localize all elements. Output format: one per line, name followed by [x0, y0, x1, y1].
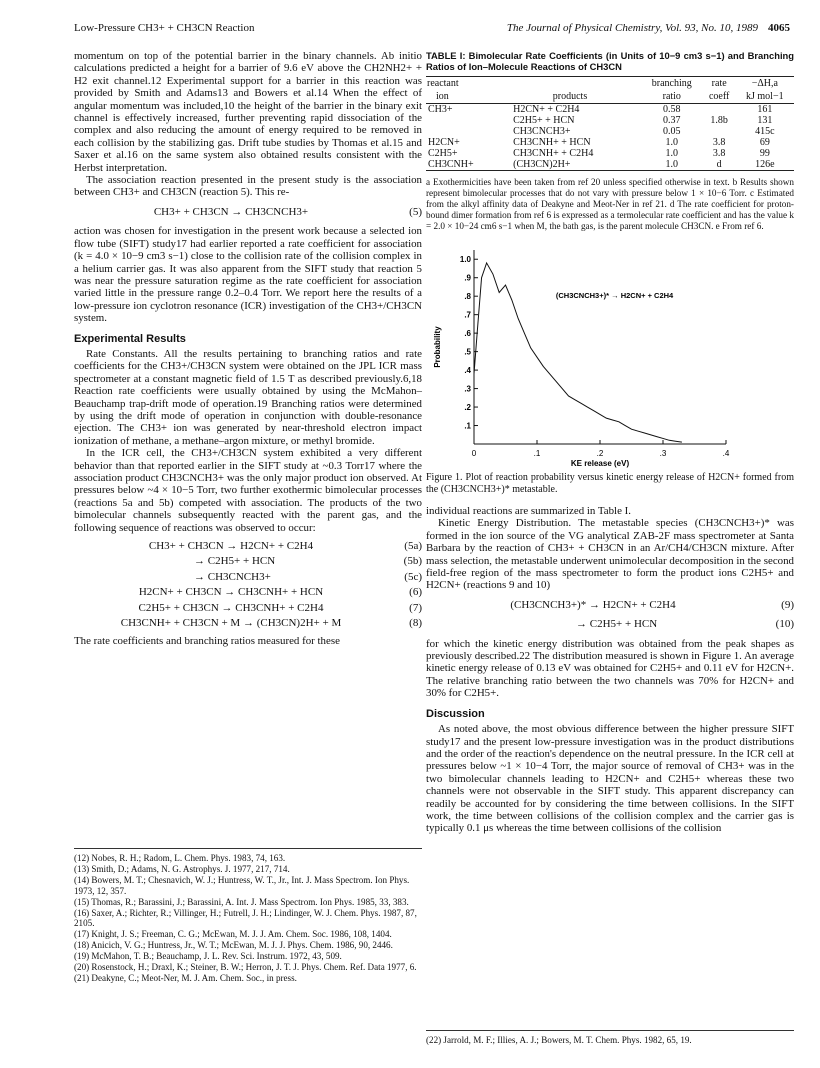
- x-tick-label: .4: [722, 449, 730, 458]
- column-header: reactant: [427, 78, 459, 89]
- equation: [74, 206, 422, 218]
- table-cell: CH3CNH+ + HCN: [513, 137, 591, 148]
- table-cell: 1.8b: [710, 115, 728, 126]
- paragraph: Rate Constants. All the results pertaining to branching ratios and rate coefficients for the CH3+/CH3CN system were obtained on the JPL ICR mass spectrometer at a constant magnetic field of 1.5 T as described previously.6,18 Reaction rate coefficients were usually obtained by using the McMahon–Beauchamp trap-drift mode of operation.19 Branching ratios were determined by using the drift mode of operation in conjunction with double-resonance ejection. The CH3+ ion was generated by near-threshold electron impact ionization of methane, a methane–argon mixture, or methyl bromide.: [74, 347, 422, 447]
- reference: (14) Bowers, M. T.; Chesnavich, W. J.; Huntress, W. T., Jr., Int. J. Mass Spectrom. Ion Phys. 1973, 12, 357.: [74, 874, 410, 896]
- journal-citation: [507, 22, 790, 34]
- table-cell: 161: [757, 104, 773, 115]
- table-cell: [703, 126, 736, 137]
- y-tick-label: .4: [464, 366, 471, 376]
- column-header: ratio: [662, 91, 681, 102]
- figure-1: [426, 238, 794, 468]
- equation-text: C2H5+ + CH3CN → CH3CNH+ + C2H4: [138, 601, 324, 614]
- paragraph: individual reactions are summarized in Table I.: [426, 505, 631, 517]
- paragraph: action was chosen for investigation in the present work because a selected ion flow tube (SIFT) study17 had earlier reported a rate coefficient for association (k = 4.0 × 10−9 cm3 s−1) close to the collision rate of the collision complex in a helium carrier gas. It was also apparent from the SIFT study that reaction 5 was near the pressure saturation regime as the rate coefficient for association varied little in the pressure range 0.2–0.4 Torr. We report here the results of a low-pressure ion cyclotron resonance (ICR) investigation of the CH3+/CH3CN system.: [74, 225, 422, 325]
- equation-number: (6): [409, 586, 422, 599]
- paragraph: for which the kinetic energy distribution was obtained from the peak shapes as previously described.22 The distribution measured is shown in Figure 1. An average kinetic energy release of 0.13 eV was obtained for C2H5+ and 0.11 eV for H2CN+. The relative branching ratio between the two channels was 70% for H2CN+ and 30% for C2H5+.: [426, 637, 794, 700]
- paragraph: The association reaction presented in the present study is the association between CH3+ and CH3CN (reaction 5). This re-: [74, 174, 422, 199]
- probability-chart: [426, 238, 794, 468]
- y-tick-label: 1.0: [459, 255, 471, 265]
- table-cell: CH3CNH+ + C2H4: [513, 148, 594, 159]
- table-cell: 126e: [755, 159, 775, 170]
- table-cell: H2CN+ + C2H4: [513, 104, 580, 115]
- equation: [74, 571, 422, 583]
- reference: (17) Knight, J. S.; Freeman, C. G.; McEwan, M. J. J. Am. Chem. Soc. 1986, 108, 1404.: [74, 929, 392, 940]
- x-tick-label: .2: [596, 449, 604, 458]
- equation: [74, 586, 422, 598]
- section-heading: Experimental Results: [74, 332, 186, 345]
- y-tick-label: .9: [464, 273, 471, 283]
- reference: (16) Saxer, A.; Richter, R.; Villinger, H.; Futrell, J. H.; Lindinger, W. J. Chem. Phys. 1987, 87, 2105.: [74, 907, 417, 929]
- equation-list: [74, 540, 422, 629]
- column-header: kJ mol−1: [746, 91, 784, 102]
- running-header: [74, 22, 790, 38]
- table-cell: 1.0: [665, 148, 679, 159]
- equation-number: (5): [409, 205, 422, 218]
- table-cell: 99: [759, 148, 770, 159]
- equation: [74, 540, 422, 552]
- y-tick-label: .2: [464, 403, 471, 413]
- table-cell: [426, 126, 499, 137]
- right-column: [426, 50, 794, 835]
- table-cell: CH3CNH+: [428, 159, 474, 170]
- table-cell: [703, 104, 736, 116]
- left-column: [74, 50, 422, 648]
- table-row: [426, 148, 794, 159]
- column-header: −ΔH,a: [751, 78, 778, 89]
- y-tick-label: .6: [464, 329, 471, 339]
- reference: (19) McMahon, T. B.; Beauchamp, J. L. Rev. Sci. Instrum. 1972, 43, 509.: [74, 951, 342, 962]
- table-row: [426, 104, 794, 116]
- table-cell: 0.58: [663, 104, 681, 115]
- table-cell: C2H5+ + HCN: [513, 115, 575, 126]
- table-cell: 3.8: [712, 148, 726, 159]
- x-tick-label: 0: [471, 449, 477, 458]
- table-cell: 0.05: [663, 126, 681, 137]
- equation-number: (8): [409, 617, 422, 630]
- equation-text: CH3+ + CH3CN → CH3CNCH3+: [153, 205, 309, 218]
- column-header: products: [552, 91, 588, 102]
- table-header-row: [426, 90, 794, 104]
- section-heading: Discussion: [426, 707, 485, 720]
- reference: (18) Anicich, V. G.; Huntress, Jr., W. T.; McEwan, M. J. J. Phys. Chem. 1986, 90, 2446.: [74, 940, 393, 951]
- equation-number: (7): [409, 601, 422, 614]
- x-axis-label: KE release (eV): [570, 459, 630, 468]
- figure-caption: Figure 1. Plot of reaction probability versus kinetic energy release of H2CN+ formed from the (CH3CNCH3+)* metastable.: [426, 472, 794, 495]
- paragraph: momentum on top of the potential barrier in the binary channels. Ab initio calculations predicted a height for a barrier of 9.6 eV above the CH2NH2+ + H2 exit channel.12 Experimental support for a barrier in this reaction was provided by Smith and Adams13 and Bowers et al.14 When the effect of angular momentum was included,10 the height of the barrier in the binary exit channel is effectively increased, further preventing rapid dissociation of the complex and also reducing the amount of energy required to be removed in each collision by the stabilizing gas. Drift tube studies by Thomas et al.15 and Saxer et al.16 on the same system also obtained results consistent with the Herbst interpretation.: [74, 50, 422, 174]
- column-header: rate: [711, 78, 727, 89]
- equation-text: → C2H5+ + HCN: [576, 618, 658, 631]
- table-row: [426, 115, 794, 126]
- paragraph: In the ICR cell, the CH3+/CH3CN system exhibited a very different behavior than that reported earlier in the SIFT study at ~0.3 Torr17 where the association product CH3CNCH3+ was the only major product ion observed. At pressures below ~4 × 10−5 Torr, two further exothermic bimolecular processes (reactions 5a and 5b) competed with association. The products of the two bimolecular channels subsequently reacted with the parent gas, and the following sequence of reactions was observed to occur:: [74, 447, 422, 534]
- table-body: [426, 104, 794, 171]
- reference: (20) Rosenstock, H.; Draxl, K.; Steiner, B. W.; Herron, J. T. J. Phys. Chem. Ref. Data 1977, 6.: [74, 962, 417, 973]
- table-cell: 69: [759, 137, 770, 148]
- equation-number: (5b): [403, 555, 422, 568]
- reference: (12) Nobes, R. H.; Radom, L. Chem. Phys. 1983, 74, 163.: [74, 853, 286, 863]
- equation-text: (CH3CNCH3+)* → H2CN+ + C2H4: [510, 598, 676, 611]
- table-caption: TABLE I: Bimolecular Rate Coefficients (in Units of 10−9 cm3 s−1) and Branching Ratios of Ion–Molecule Reactions of CH3CN: [426, 50, 794, 72]
- equation-text: H2CN+ + CH3CN → CH3CNH+ + HCN: [138, 586, 324, 599]
- equation: [426, 599, 794, 611]
- paragraph: Kinetic Energy Distribution. The metastable species (CH3CNCH3+)* was formed in the ion source of the VG analytical ZAB-2F mass spectrometer at Santa Barbara by the reaction of CH3+ + CH3CN in an Ar/CH4/CH3CN mixture. After mass selection, the metastable underwent unimolecular decomposition in the second field-free region of the mass spectrometer to form the product ions C2H5+ and H2CN+ (reactions 9 and 10): [426, 517, 794, 592]
- table-cell: 1.0: [665, 159, 679, 170]
- y-tick-label: .1: [464, 421, 471, 431]
- equation: [74, 617, 422, 629]
- equation: [74, 555, 422, 567]
- equation-number: (5c): [404, 570, 422, 583]
- table-header-row: [426, 77, 794, 91]
- column-header: ion: [436, 91, 449, 102]
- rate-table: [426, 76, 794, 171]
- table-cell: 3.8: [712, 137, 726, 148]
- table-cell: CH3CNCH3+: [513, 126, 571, 137]
- journal-name: The Journal of Physical Chemistry, Vol. 93, No. 10, 1989: [506, 22, 758, 34]
- x-tick-label: .3: [659, 449, 667, 458]
- table-cell: 1.0: [665, 137, 679, 148]
- paragraph: The rate coefficients and branching ratios measured for these: [74, 635, 340, 648]
- y-tick-label: .8: [464, 292, 471, 302]
- table-footnote: a Exothermicities have been taken from ref 20 unless specified otherwise in text. b Results shown represent bimolecular processes that do not vary with pressure below 1 × 10−6 Torr. c Estimated from the alkyl affinity data of Deakyne and Meot-Ner in ref 21. d The rate coefficient for proton-bound dimer formation from ref 6 is expressed as a termolecular rate coefficient and has the value k = 2.0 × 10−24 cm6 s−1 when M, the bath gas, is the parent molecule CH3CN. e From ref 6.: [426, 177, 794, 231]
- x-tick-label: .1: [533, 449, 541, 458]
- table-row: [426, 159, 794, 171]
- table-cell: C2H5+: [428, 148, 458, 159]
- y-tick-label: .5: [464, 347, 471, 357]
- equation-number: (5a): [404, 540, 422, 553]
- equation-text: → CH3CNCH3+: [194, 570, 271, 583]
- references-right: [426, 1030, 794, 1046]
- reference: (13) Smith, D.; Adams, N. G. Astrophys. J. 1977, 217, 714.: [74, 863, 290, 874]
- running-title: Low-Pressure CH3+ + CH3CN Reaction: [74, 22, 255, 34]
- table-cell: CH3+: [428, 104, 453, 115]
- page-number: 4065: [768, 22, 790, 34]
- reference: (21) Deakyne, C.; Meot-Ner, M. J. Am. Chem. Soc., in press.: [74, 972, 297, 983]
- y-axis-label: Probability: [433, 326, 442, 368]
- y-tick-label: .7: [464, 310, 471, 320]
- reference: (22) Jarrold, M. F.; Illies, A. J.; Bowers, M. T. Chem. Phys. 1982, 65, 19.: [426, 1035, 692, 1045]
- table-row: [426, 126, 794, 137]
- y-tick-label: .3: [464, 384, 471, 394]
- references-left: [74, 848, 422, 984]
- equation-number: (9): [781, 598, 794, 611]
- equation: [426, 618, 794, 630]
- table-cell: H2CN+: [428, 137, 460, 148]
- equation: [74, 602, 422, 614]
- table-cell: 0.37: [663, 115, 681, 126]
- reference: (15) Thomas, R.; Barassini, J.; Barassini, A. Int. J. Mass Spectrom. Ion Phys. 1985, 33, 383.: [74, 896, 409, 907]
- probability-curve: [474, 263, 682, 442]
- paragraph: As noted above, the most obvious difference between the higher pressure SIFT study17 and the present low-pressure investigation was in the product distributions and the order of the reaction's dependence on the neutral pressure. In the ICR cell at pressures below ~1 × 10−4 Torr, the major source of removal of CH3+ was in the two bimolecular channels leading to H2CN+ and C2H5+ whereas these two channels were not observable in the SIFT study. This apparent discrepancy can readily be accounted for by considering the time between collisions. In the SIFT work, the time between collisions of the collision complex and the carrier gas is typically 0.1 μs whereas the time between collisions of the collision: [426, 723, 794, 835]
- table-cell: 131: [757, 115, 773, 126]
- column-header: coeff: [708, 91, 730, 102]
- column-header: branching: [651, 78, 692, 89]
- table-cell: [426, 115, 499, 126]
- chart-annotation: (CH3CNCH3+)* → H2CN+ + C2H4: [555, 291, 674, 301]
- table-cell: (CH3CN)2H+: [513, 159, 571, 170]
- equation-text: CH3+ + CH3CN → H2CN+ + C2H4: [148, 540, 314, 553]
- equation-number: (10): [775, 618, 794, 631]
- equation-text: CH3CNH+ + CH3CN + M → (CH3CN)2H+ + M: [120, 617, 342, 630]
- column-header: [499, 77, 641, 91]
- table-row: [426, 137, 794, 148]
- equation-text: → C2H5+ + HCN: [194, 555, 276, 568]
- table-cell: 415c: [755, 126, 775, 137]
- table-cell: d: [716, 159, 722, 170]
